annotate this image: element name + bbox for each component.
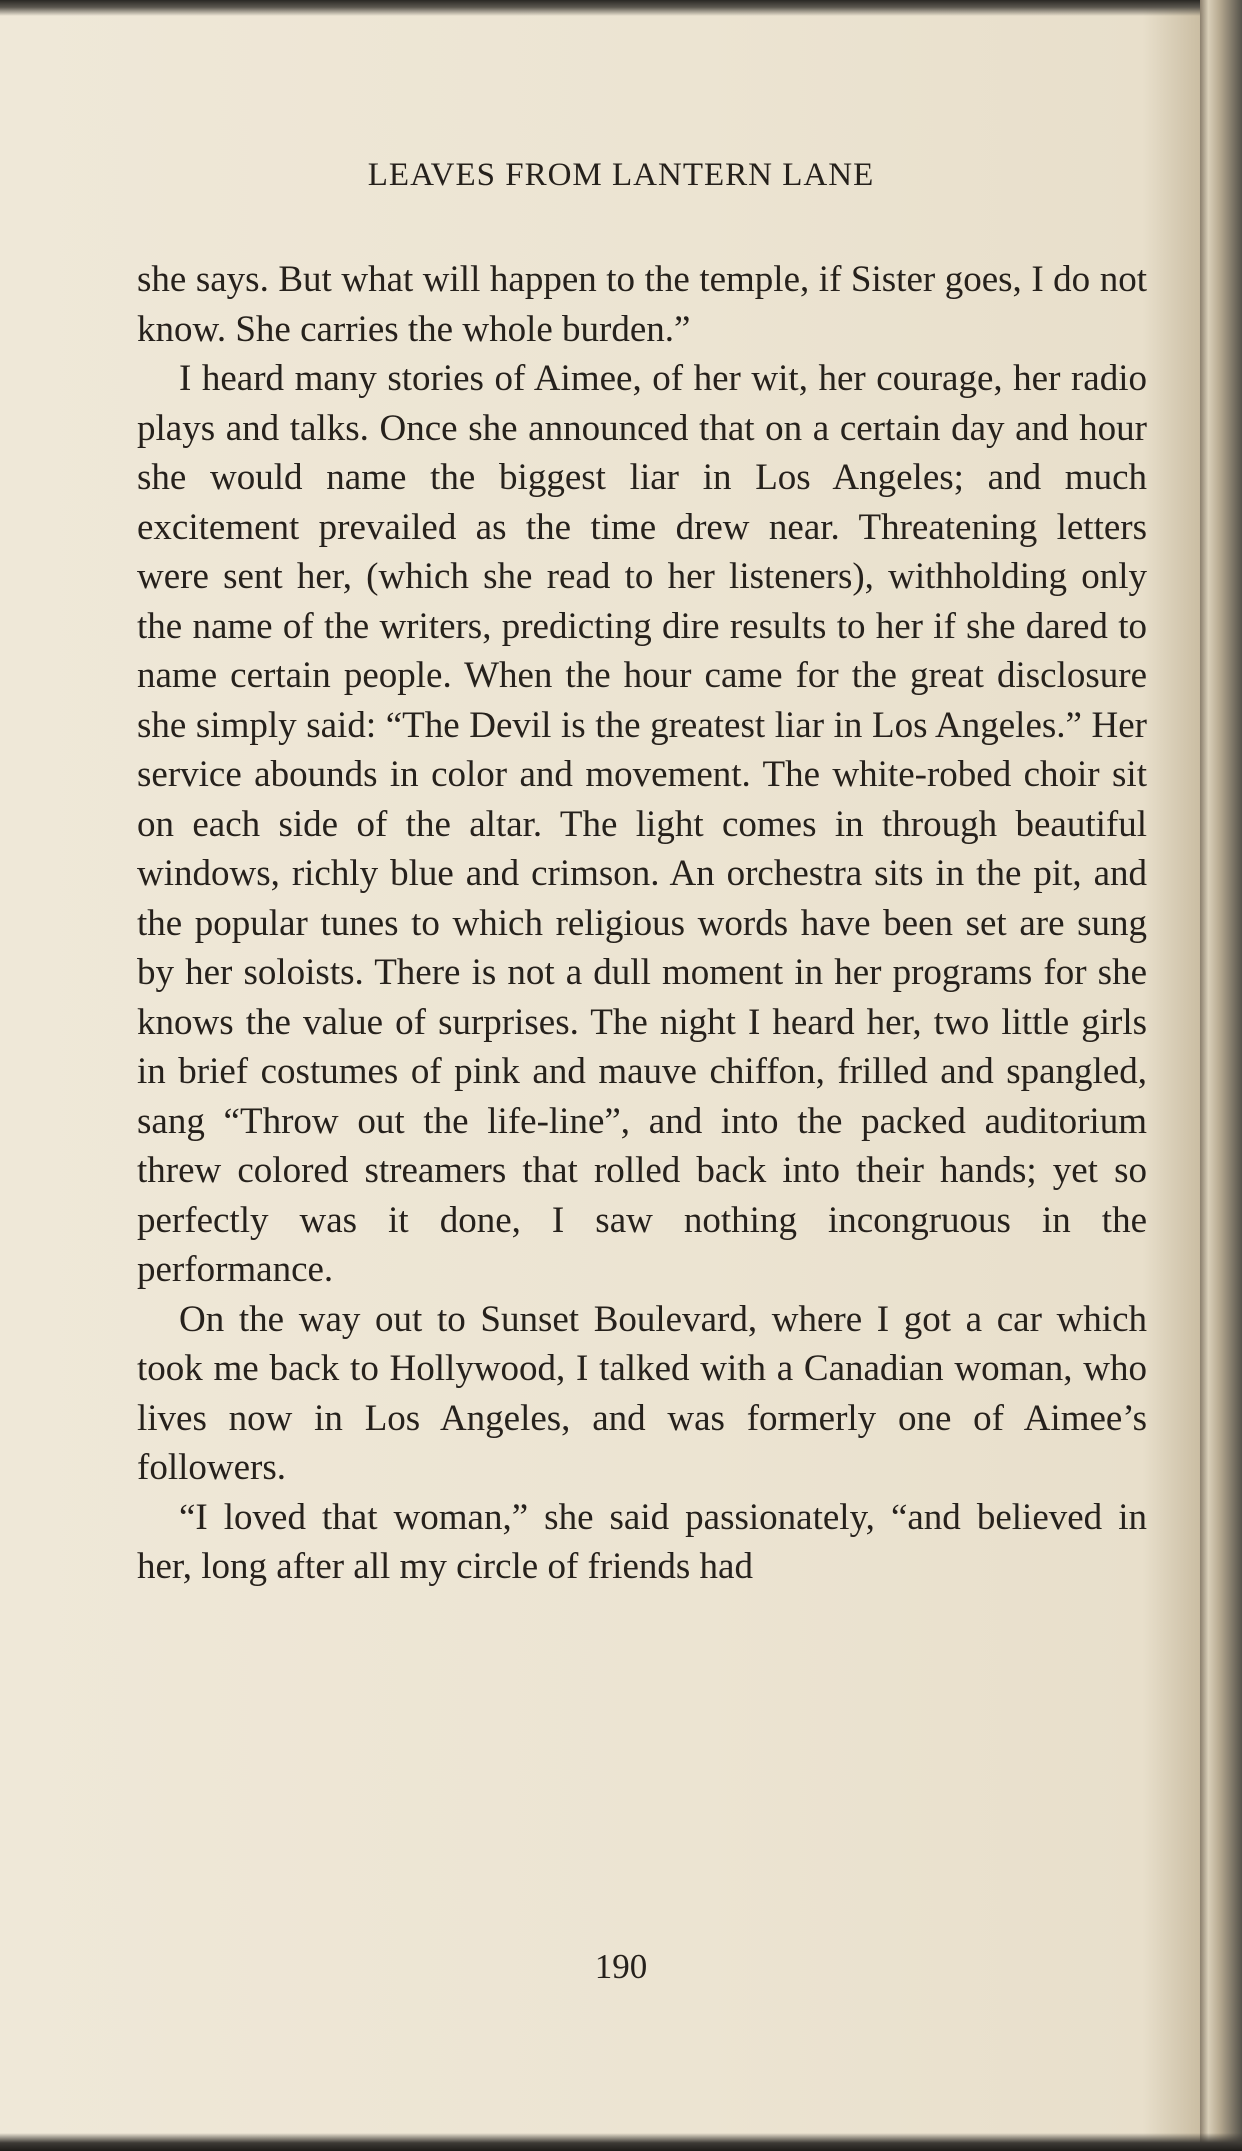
paragraph-3: On the way out to Sunset Boulevard, where I got a car which took me back to Hollywood, I talked with a Canadian woman, who lives now in Los Angeles, and was formerly one of Aimee’s followers. [137,1298,1147,1488]
paragraph-4: “I loved that woman,” she said passionately, “and believed in her, long after all my circle of friends had [137,1496,1147,1587]
top-shadow [0,0,1242,16]
bottom-shadow [0,2133,1242,2151]
body-text [137,255,1147,1592]
paragraph-1: she says. But what will happen to the temple, if Sister goes, I do not know. She carries the whole burden.” [137,259,1147,350]
page-number: 190 [594,1947,648,1986]
paragraph-2: I heard many stories of Aimee, of her wit, her courage, her radio plays and talks. Once she announced that on a certain day and hour she would name the biggest liar in Los Angeles; and much excitement prevailed as the time drew near. Threatening letters were sent her, (which she read to her listeners), withholding only the name of the writers, predicting dire results to her if she dared to name certain people. When the hour came for the great disclosure she simply said: “The Devil is the greatest liar in Los Angeles.” Her service abounds in color and movement. The white-robed choir sit on each side of the altar. The light comes in through beautiful windows, richly blue and crimson. An orchestra sits in the pit, and the popular tunes to which religious words have been set are sung by her soloists. There is not a dull moment in her programs for she knows the value of surprises. The night I heard her, two little girls in brief costumes of pink and mauve chiffon, frilled and spangled, sang “Throw out the life-line”, and into the packed auditorium threw colored streamers that rolled back into their hands; yet so perfectly was it done, I saw nothing incongruous in the performance. [137,358,1147,1290]
running-head: LEAVES FROM LANTERN LANE [367,157,875,193]
page-edge [1200,0,1242,2151]
